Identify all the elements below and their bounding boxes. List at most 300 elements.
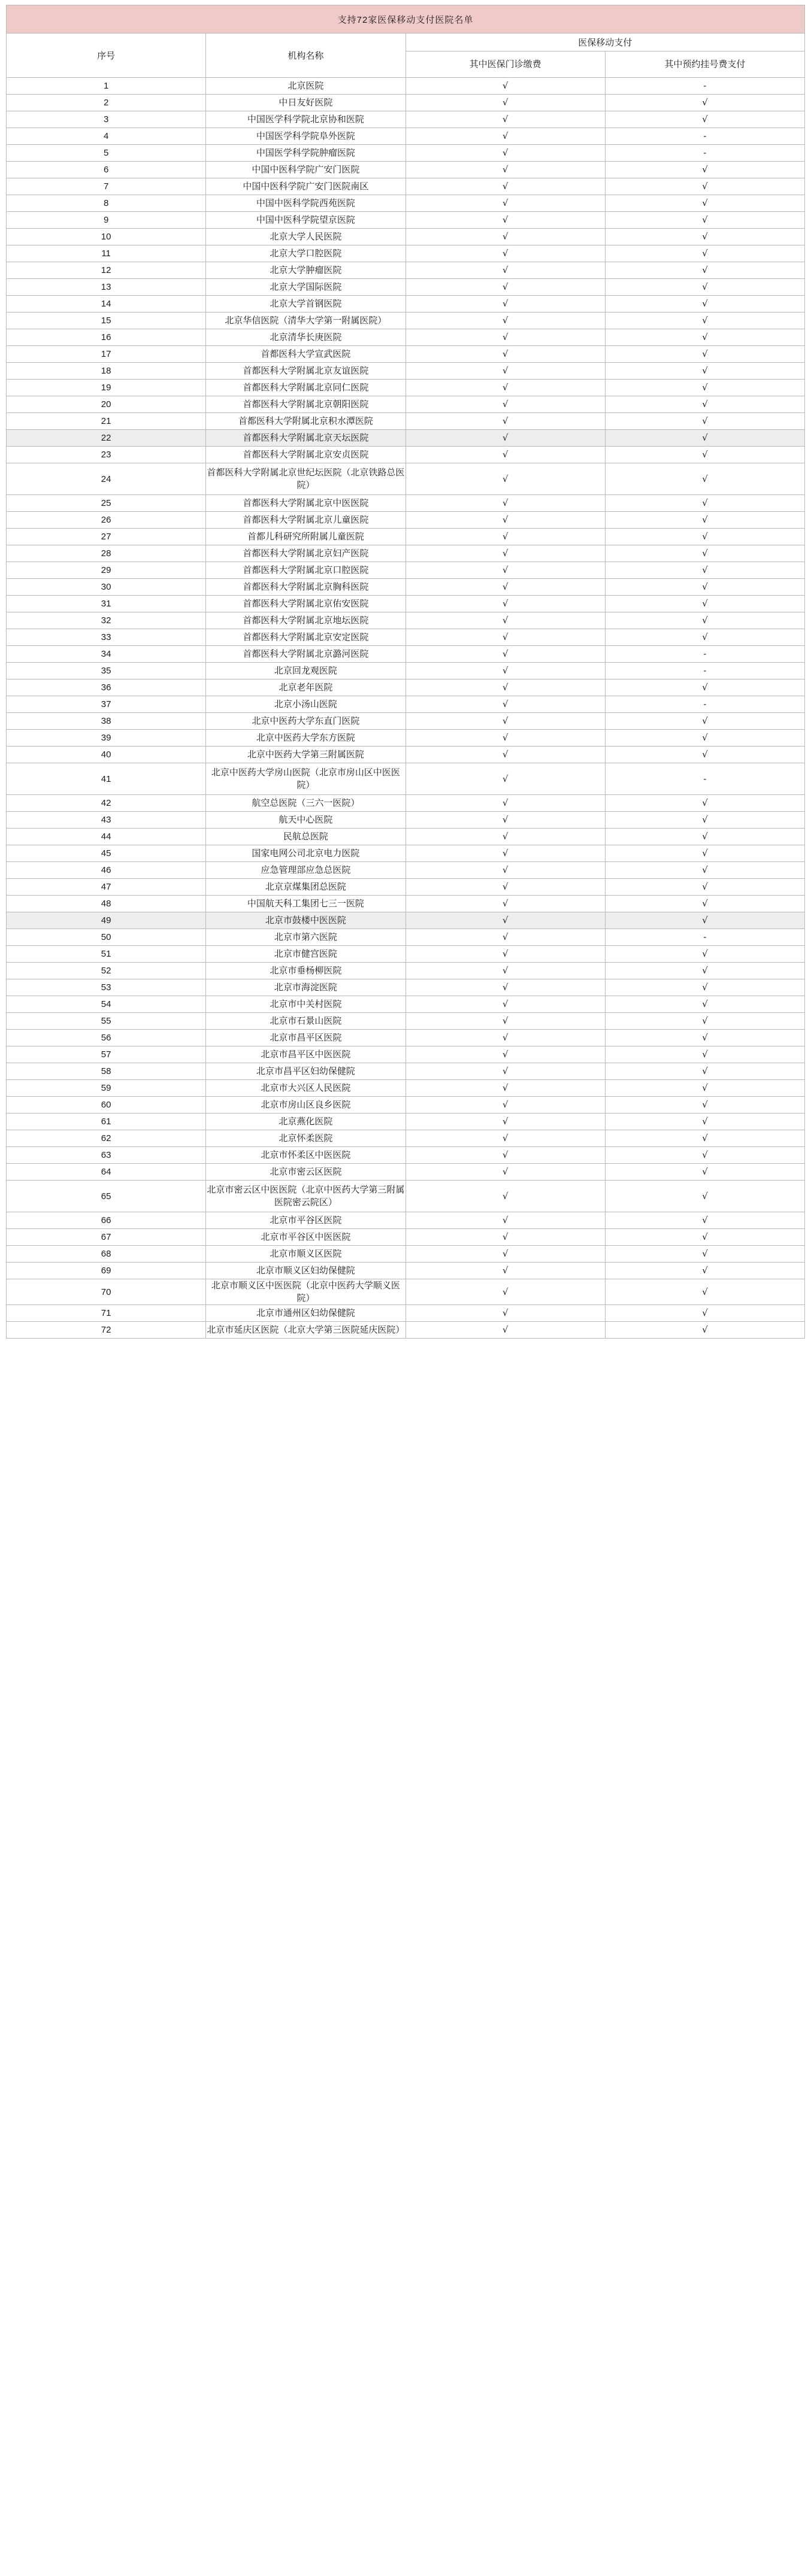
row-institution-name: 北京市密云区中医医院（北京中医药大学第三附属医院密云院区） bbox=[206, 1181, 406, 1212]
row-institution-name: 首都医科大学附属北京潞河医院 bbox=[206, 646, 406, 663]
row-appointment-fee-mark: √ bbox=[605, 1212, 804, 1229]
row-outpatient-payment-mark: √ bbox=[406, 879, 605, 896]
row-outpatient-payment-mark: √ bbox=[406, 529, 605, 545]
table-row bbox=[7, 212, 805, 229]
table-row bbox=[7, 612, 805, 629]
table-row bbox=[7, 78, 805, 95]
row-appointment-fee-mark: √ bbox=[605, 946, 804, 963]
row-sequence-number: 66 bbox=[7, 1212, 206, 1229]
row-appointment-fee-mark: - bbox=[605, 646, 804, 663]
row-sequence-number: 7 bbox=[7, 178, 206, 195]
row-institution-name: 首都医科大学宣武医院 bbox=[206, 346, 406, 363]
row-sequence-number: 24 bbox=[7, 463, 206, 495]
table-row bbox=[7, 329, 805, 346]
table-row bbox=[7, 195, 805, 212]
row-appointment-fee-mark: √ bbox=[605, 1130, 804, 1147]
table-row bbox=[7, 646, 805, 663]
row-appointment-fee-mark: √ bbox=[605, 178, 804, 195]
row-appointment-fee-mark: √ bbox=[605, 879, 804, 896]
row-appointment-fee-mark: √ bbox=[605, 296, 804, 312]
table-row bbox=[7, 145, 805, 162]
row-outpatient-payment-mark: √ bbox=[406, 663, 605, 679]
row-sequence-number: 36 bbox=[7, 679, 206, 696]
row-institution-name: 首都医科大学附属北京安定医院 bbox=[206, 629, 406, 646]
row-outpatient-payment-mark: √ bbox=[406, 312, 605, 329]
row-appointment-fee-mark: √ bbox=[605, 1080, 804, 1097]
table-row bbox=[7, 447, 805, 463]
row-appointment-fee-mark: √ bbox=[605, 512, 804, 529]
row-sequence-number: 48 bbox=[7, 896, 206, 912]
row-sequence-number: 62 bbox=[7, 1130, 206, 1147]
row-institution-name: 北京市健宫医院 bbox=[206, 946, 406, 963]
row-appointment-fee-mark: √ bbox=[605, 1263, 804, 1279]
row-sequence-number: 71 bbox=[7, 1305, 206, 1322]
row-appointment-fee-mark: √ bbox=[605, 629, 804, 646]
row-sequence-number: 46 bbox=[7, 862, 206, 879]
row-sequence-number: 5 bbox=[7, 145, 206, 162]
table-row bbox=[7, 178, 805, 195]
table-row bbox=[7, 979, 805, 996]
table-row bbox=[7, 312, 805, 329]
table-row bbox=[7, 363, 805, 380]
row-sequence-number: 15 bbox=[7, 312, 206, 329]
row-institution-name: 民航总医院 bbox=[206, 829, 406, 845]
table-row bbox=[7, 1305, 805, 1322]
row-sequence-number: 64 bbox=[7, 1164, 206, 1181]
row-sequence-number: 35 bbox=[7, 663, 206, 679]
row-sequence-number: 54 bbox=[7, 996, 206, 1013]
row-appointment-fee-mark: √ bbox=[605, 996, 804, 1013]
row-outpatient-payment-mark: √ bbox=[406, 1212, 605, 1229]
table-row bbox=[7, 1013, 805, 1030]
table-row bbox=[7, 95, 805, 111]
row-outpatient-payment-mark: √ bbox=[406, 329, 605, 346]
table-row bbox=[7, 1212, 805, 1229]
row-appointment-fee-mark: √ bbox=[605, 212, 804, 229]
row-outpatient-payment-mark: √ bbox=[406, 946, 605, 963]
row-institution-name: 首都医科大学附属北京妇产医院 bbox=[206, 545, 406, 562]
table-row bbox=[7, 346, 805, 363]
table-row bbox=[7, 430, 805, 447]
row-outpatient-payment-mark: √ bbox=[406, 545, 605, 562]
table-row bbox=[7, 245, 805, 262]
table-row bbox=[7, 629, 805, 646]
row-institution-name: 中国中医科学院广安门医院 bbox=[206, 162, 406, 178]
table-row bbox=[7, 495, 805, 512]
row-institution-name: 北京市平谷区中医医院 bbox=[206, 1229, 406, 1246]
row-sequence-number: 56 bbox=[7, 1030, 206, 1046]
row-appointment-fee-mark: √ bbox=[605, 679, 804, 696]
table-row bbox=[7, 111, 805, 128]
row-outpatient-payment-mark: √ bbox=[406, 363, 605, 380]
table-row bbox=[7, 1279, 805, 1305]
row-appointment-fee-mark: √ bbox=[605, 380, 804, 396]
table-row bbox=[7, 579, 805, 596]
row-sequence-number: 72 bbox=[7, 1322, 206, 1339]
row-outpatient-payment-mark: √ bbox=[406, 111, 605, 128]
row-outpatient-payment-mark: √ bbox=[406, 596, 605, 612]
row-institution-name: 首都医科大学附属北京世纪坛医院（北京铁路总医院） bbox=[206, 463, 406, 495]
row-outpatient-payment-mark: √ bbox=[406, 795, 605, 812]
row-appointment-fee-mark: √ bbox=[605, 1305, 804, 1322]
row-sequence-number: 1 bbox=[7, 78, 206, 95]
table-row bbox=[7, 946, 805, 963]
row-outpatient-payment-mark: √ bbox=[406, 346, 605, 363]
hospital-list-table bbox=[6, 5, 805, 1339]
table-row bbox=[7, 763, 805, 795]
row-institution-name: 北京燕化医院 bbox=[206, 1113, 406, 1130]
row-outpatient-payment-mark: √ bbox=[406, 1164, 605, 1181]
row-institution-name: 中国中医科学院望京医院 bbox=[206, 212, 406, 229]
row-institution-name: 北京大学国际医院 bbox=[206, 279, 406, 296]
row-appointment-fee-mark: √ bbox=[605, 829, 804, 845]
row-sequence-number: 19 bbox=[7, 380, 206, 396]
row-appointment-fee-mark: √ bbox=[605, 430, 804, 447]
table-row bbox=[7, 1246, 805, 1263]
row-outpatient-payment-mark: √ bbox=[406, 229, 605, 245]
row-sequence-number: 50 bbox=[7, 929, 206, 946]
row-sequence-number: 67 bbox=[7, 1229, 206, 1246]
row-institution-name: 北京华信医院（清华大学第一附属医院） bbox=[206, 312, 406, 329]
table-row bbox=[7, 596, 805, 612]
row-outpatient-payment-mark: √ bbox=[406, 212, 605, 229]
table-row bbox=[7, 730, 805, 747]
table-row bbox=[7, 929, 805, 946]
row-institution-name: 北京市中关村医院 bbox=[206, 996, 406, 1013]
row-appointment-fee-mark: √ bbox=[605, 1147, 804, 1164]
row-appointment-fee-mark: √ bbox=[605, 1322, 804, 1339]
row-outpatient-payment-mark: √ bbox=[406, 845, 605, 862]
row-institution-name: 首都医科大学附属北京天坛医院 bbox=[206, 430, 406, 447]
table-row bbox=[7, 1080, 805, 1097]
row-appointment-fee-mark: √ bbox=[605, 447, 804, 463]
row-appointment-fee-mark: √ bbox=[605, 346, 804, 363]
table-row bbox=[7, 795, 805, 812]
row-sequence-number: 4 bbox=[7, 128, 206, 145]
row-institution-name: 北京老年医院 bbox=[206, 679, 406, 696]
row-sequence-number: 63 bbox=[7, 1147, 206, 1164]
row-institution-name: 首都医科大学附属北京友谊医院 bbox=[206, 363, 406, 380]
row-institution-name: 北京市昌平区中医医院 bbox=[206, 1046, 406, 1063]
row-appointment-fee-mark: √ bbox=[605, 979, 804, 996]
row-institution-name: 航天中心医院 bbox=[206, 812, 406, 829]
row-outpatient-payment-mark: √ bbox=[406, 912, 605, 929]
row-institution-name: 北京市石景山医院 bbox=[206, 1013, 406, 1030]
row-institution-name: 中国中医科学院广安门医院南区 bbox=[206, 178, 406, 195]
table-row bbox=[7, 512, 805, 529]
row-outpatient-payment-mark: √ bbox=[406, 512, 605, 529]
row-sequence-number: 38 bbox=[7, 713, 206, 730]
row-appointment-fee-mark: √ bbox=[605, 245, 804, 262]
row-sequence-number: 12 bbox=[7, 262, 206, 279]
row-appointment-fee-mark: √ bbox=[605, 329, 804, 346]
table-row bbox=[7, 1063, 805, 1080]
row-sequence-number: 26 bbox=[7, 512, 206, 529]
row-sequence-number: 32 bbox=[7, 612, 206, 629]
row-sequence-number: 27 bbox=[7, 529, 206, 545]
table-row bbox=[7, 1181, 805, 1212]
table-row bbox=[7, 663, 805, 679]
table-row bbox=[7, 262, 805, 279]
title-row bbox=[7, 5, 805, 34]
table-row bbox=[7, 1130, 805, 1147]
row-institution-name: 北京市海淀医院 bbox=[206, 979, 406, 996]
row-outpatient-payment-mark: √ bbox=[406, 612, 605, 629]
row-appointment-fee-mark: √ bbox=[605, 1164, 804, 1181]
row-institution-name: 北京大学首钢医院 bbox=[206, 296, 406, 312]
row-sequence-number: 37 bbox=[7, 696, 206, 713]
row-sequence-number: 61 bbox=[7, 1113, 206, 1130]
table-row bbox=[7, 529, 805, 545]
row-sequence-number: 20 bbox=[7, 396, 206, 413]
row-institution-name: 北京怀柔医院 bbox=[206, 1130, 406, 1147]
table-row bbox=[7, 879, 805, 896]
row-sequence-number: 49 bbox=[7, 912, 206, 929]
row-appointment-fee-mark: - bbox=[605, 763, 804, 795]
table-row bbox=[7, 229, 805, 245]
row-institution-name: 北京大学口腔医院 bbox=[206, 245, 406, 262]
table-row bbox=[7, 545, 805, 562]
row-appointment-fee-mark: √ bbox=[605, 1046, 804, 1063]
row-appointment-fee-mark: √ bbox=[605, 413, 804, 430]
table-row bbox=[7, 380, 805, 396]
row-sequence-number: 18 bbox=[7, 363, 206, 380]
table-row bbox=[7, 747, 805, 763]
row-outpatient-payment-mark: √ bbox=[406, 1147, 605, 1164]
row-sequence-number: 25 bbox=[7, 495, 206, 512]
row-institution-name: 首都医科大学附属北京安贞医院 bbox=[206, 447, 406, 463]
table-row bbox=[7, 1113, 805, 1130]
row-institution-name: 中日友好医院 bbox=[206, 95, 406, 111]
row-appointment-fee-mark: √ bbox=[605, 95, 804, 111]
row-institution-name: 北京小汤山医院 bbox=[206, 696, 406, 713]
row-appointment-fee-mark: √ bbox=[605, 545, 804, 562]
row-appointment-fee-mark: √ bbox=[605, 495, 804, 512]
row-outpatient-payment-mark: √ bbox=[406, 996, 605, 1013]
table-row bbox=[7, 162, 805, 178]
row-outpatient-payment-mark: √ bbox=[406, 245, 605, 262]
header-row-1 bbox=[7, 34, 805, 51]
row-outpatient-payment-mark: √ bbox=[406, 730, 605, 747]
table-row bbox=[7, 1263, 805, 1279]
table-row bbox=[7, 463, 805, 495]
row-institution-name: 航空总医院（三六一医院） bbox=[206, 795, 406, 812]
row-sequence-number: 30 bbox=[7, 579, 206, 596]
row-outpatient-payment-mark: √ bbox=[406, 1181, 605, 1212]
row-sequence-number: 45 bbox=[7, 845, 206, 862]
row-sequence-number: 52 bbox=[7, 963, 206, 979]
table-row bbox=[7, 396, 805, 413]
row-sequence-number: 40 bbox=[7, 747, 206, 763]
row-outpatient-payment-mark: √ bbox=[406, 1113, 605, 1130]
row-appointment-fee-mark: - bbox=[605, 696, 804, 713]
row-outpatient-payment-mark: √ bbox=[406, 1322, 605, 1339]
row-outpatient-payment-mark: √ bbox=[406, 279, 605, 296]
row-sequence-number: 16 bbox=[7, 329, 206, 346]
row-appointment-fee-mark: √ bbox=[605, 896, 804, 912]
row-outpatient-payment-mark: √ bbox=[406, 713, 605, 730]
row-institution-name: 应急管理部应急总医院 bbox=[206, 862, 406, 879]
row-outpatient-payment-mark: √ bbox=[406, 413, 605, 430]
row-outpatient-payment-mark: √ bbox=[406, 1097, 605, 1113]
row-sequence-number: 14 bbox=[7, 296, 206, 312]
table-row bbox=[7, 279, 805, 296]
table-row bbox=[7, 713, 805, 730]
table-row bbox=[7, 1030, 805, 1046]
row-outpatient-payment-mark: √ bbox=[406, 463, 605, 495]
row-institution-name: 中国医学科学院阜外医院 bbox=[206, 128, 406, 145]
row-institution-name: 北京市顺义区中医医院（北京中医药大学顺义医院） bbox=[206, 1279, 406, 1305]
row-outpatient-payment-mark: √ bbox=[406, 145, 605, 162]
table-row bbox=[7, 1046, 805, 1063]
row-outpatient-payment-mark: √ bbox=[406, 430, 605, 447]
row-outpatient-payment-mark: √ bbox=[406, 128, 605, 145]
row-appointment-fee-mark: √ bbox=[605, 529, 804, 545]
table-row bbox=[7, 1229, 805, 1246]
row-appointment-fee-mark: √ bbox=[605, 1097, 804, 1113]
row-outpatient-payment-mark: √ bbox=[406, 1013, 605, 1030]
row-institution-name: 首都医科大学附属北京地坛医院 bbox=[206, 612, 406, 629]
row-appointment-fee-mark: √ bbox=[605, 1279, 804, 1305]
row-institution-name: 首都医科大学附属北京同仁医院 bbox=[206, 380, 406, 396]
row-institution-name: 首都医科大学附属北京中医医院 bbox=[206, 495, 406, 512]
row-sequence-number: 47 bbox=[7, 879, 206, 896]
table-row bbox=[7, 1164, 805, 1181]
table-row bbox=[7, 128, 805, 145]
row-outpatient-payment-mark: √ bbox=[406, 396, 605, 413]
row-sequence-number: 53 bbox=[7, 979, 206, 996]
row-appointment-fee-mark: - bbox=[605, 78, 804, 95]
row-outpatient-payment-mark: √ bbox=[406, 679, 605, 696]
table-row bbox=[7, 679, 805, 696]
row-outpatient-payment-mark: √ bbox=[406, 562, 605, 579]
row-outpatient-payment-mark: √ bbox=[406, 296, 605, 312]
row-appointment-fee-mark: √ bbox=[605, 862, 804, 879]
row-institution-name: 首都儿科研究所附属儿童医院 bbox=[206, 529, 406, 545]
row-outpatient-payment-mark: √ bbox=[406, 963, 605, 979]
row-outpatient-payment-mark: √ bbox=[406, 447, 605, 463]
row-institution-name: 北京医院 bbox=[206, 78, 406, 95]
row-sequence-number: 60 bbox=[7, 1097, 206, 1113]
row-sequence-number: 31 bbox=[7, 596, 206, 612]
row-sequence-number: 43 bbox=[7, 812, 206, 829]
row-outpatient-payment-mark: √ bbox=[406, 78, 605, 95]
table-row bbox=[7, 296, 805, 312]
row-institution-name: 北京市顺义区妇幼保健院 bbox=[206, 1263, 406, 1279]
table-row bbox=[7, 562, 805, 579]
row-sequence-number: 8 bbox=[7, 195, 206, 212]
row-appointment-fee-mark: √ bbox=[605, 229, 804, 245]
row-appointment-fee-mark: √ bbox=[605, 279, 804, 296]
table-row bbox=[7, 696, 805, 713]
table-body bbox=[7, 78, 805, 1339]
row-appointment-fee-mark: √ bbox=[605, 579, 804, 596]
row-outpatient-payment-mark: √ bbox=[406, 696, 605, 713]
row-appointment-fee-mark: √ bbox=[605, 747, 804, 763]
row-outpatient-payment-mark: √ bbox=[406, 1080, 605, 1097]
table-head bbox=[7, 5, 805, 78]
row-outpatient-payment-mark: √ bbox=[406, 862, 605, 879]
row-appointment-fee-mark: √ bbox=[605, 1229, 804, 1246]
row-institution-name: 中国医学科学院肿瘤医院 bbox=[206, 145, 406, 162]
row-appointment-fee-mark: √ bbox=[605, 812, 804, 829]
row-institution-name: 北京中医药大学第三附属医院 bbox=[206, 747, 406, 763]
row-outpatient-payment-mark: √ bbox=[406, 579, 605, 596]
row-appointment-fee-mark: √ bbox=[605, 162, 804, 178]
row-outpatient-payment-mark: √ bbox=[406, 812, 605, 829]
row-appointment-fee-mark: √ bbox=[605, 262, 804, 279]
row-outpatient-payment-mark: √ bbox=[406, 763, 605, 795]
row-institution-name: 北京中医药大学东方医院 bbox=[206, 730, 406, 747]
row-appointment-fee-mark: √ bbox=[605, 713, 804, 730]
row-sequence-number: 69 bbox=[7, 1263, 206, 1279]
row-institution-name: 中国航天科工集团七三一医院 bbox=[206, 896, 406, 912]
row-sequence-number: 33 bbox=[7, 629, 206, 646]
row-sequence-number: 70 bbox=[7, 1279, 206, 1305]
row-sequence-number: 51 bbox=[7, 946, 206, 963]
row-sequence-number: 59 bbox=[7, 1080, 206, 1097]
row-appointment-fee-mark: √ bbox=[605, 795, 804, 812]
row-appointment-fee-mark: √ bbox=[605, 1113, 804, 1130]
row-institution-name: 中国医学科学院北京协和医院 bbox=[206, 111, 406, 128]
row-institution-name: 北京清华长庚医院 bbox=[206, 329, 406, 346]
row-appointment-fee-mark: √ bbox=[605, 562, 804, 579]
row-appointment-fee-mark: - bbox=[605, 128, 804, 145]
row-sequence-number: 68 bbox=[7, 1246, 206, 1263]
row-outpatient-payment-mark: √ bbox=[406, 1263, 605, 1279]
row-sequence-number: 44 bbox=[7, 829, 206, 845]
row-outpatient-payment-mark: √ bbox=[406, 1229, 605, 1246]
header-mobile-payment: 医保移动支付 bbox=[406, 34, 805, 51]
row-sequence-number: 23 bbox=[7, 447, 206, 463]
row-institution-name: 北京大学人民医院 bbox=[206, 229, 406, 245]
row-institution-name: 国家电网公司北京电力医院 bbox=[206, 845, 406, 862]
row-outpatient-payment-mark: √ bbox=[406, 629, 605, 646]
row-appointment-fee-mark: √ bbox=[605, 963, 804, 979]
row-outpatient-payment-mark: √ bbox=[406, 495, 605, 512]
row-appointment-fee-mark: - bbox=[605, 145, 804, 162]
row-sequence-number: 55 bbox=[7, 1013, 206, 1030]
row-outpatient-payment-mark: √ bbox=[406, 1305, 605, 1322]
table-row bbox=[7, 845, 805, 862]
row-outpatient-payment-mark: √ bbox=[406, 829, 605, 845]
row-institution-name: 首都医科大学附属北京佑安医院 bbox=[206, 596, 406, 612]
row-sequence-number: 34 bbox=[7, 646, 206, 663]
row-outpatient-payment-mark: √ bbox=[406, 262, 605, 279]
row-outpatient-payment-mark: √ bbox=[406, 195, 605, 212]
row-institution-name: 北京市房山区良乡医院 bbox=[206, 1097, 406, 1113]
table-row bbox=[7, 812, 805, 829]
row-institution-name: 首都医科大学附属北京积水潭医院 bbox=[206, 413, 406, 430]
row-sequence-number: 58 bbox=[7, 1063, 206, 1080]
table-row bbox=[7, 413, 805, 430]
row-sequence-number: 11 bbox=[7, 245, 206, 262]
row-institution-name: 北京市大兴区人民医院 bbox=[206, 1080, 406, 1097]
header-institution-name: 机构名称 bbox=[206, 34, 406, 78]
row-appointment-fee-mark: √ bbox=[605, 195, 804, 212]
row-outpatient-payment-mark: √ bbox=[406, 646, 605, 663]
row-appointment-fee-mark: - bbox=[605, 663, 804, 679]
row-institution-name: 北京中医药大学房山医院（北京市房山区中医医院） bbox=[206, 763, 406, 795]
row-outpatient-payment-mark: √ bbox=[406, 896, 605, 912]
row-institution-name: 北京市通州区妇幼保健院 bbox=[206, 1305, 406, 1322]
row-sequence-number: 29 bbox=[7, 562, 206, 579]
row-institution-name: 首都医科大学附属北京口腔医院 bbox=[206, 562, 406, 579]
row-sequence-number: 6 bbox=[7, 162, 206, 178]
header-appointment-fee-payment: 其中预约挂号费支付 bbox=[605, 51, 804, 78]
row-appointment-fee-mark: √ bbox=[605, 1063, 804, 1080]
row-sequence-number: 10 bbox=[7, 229, 206, 245]
